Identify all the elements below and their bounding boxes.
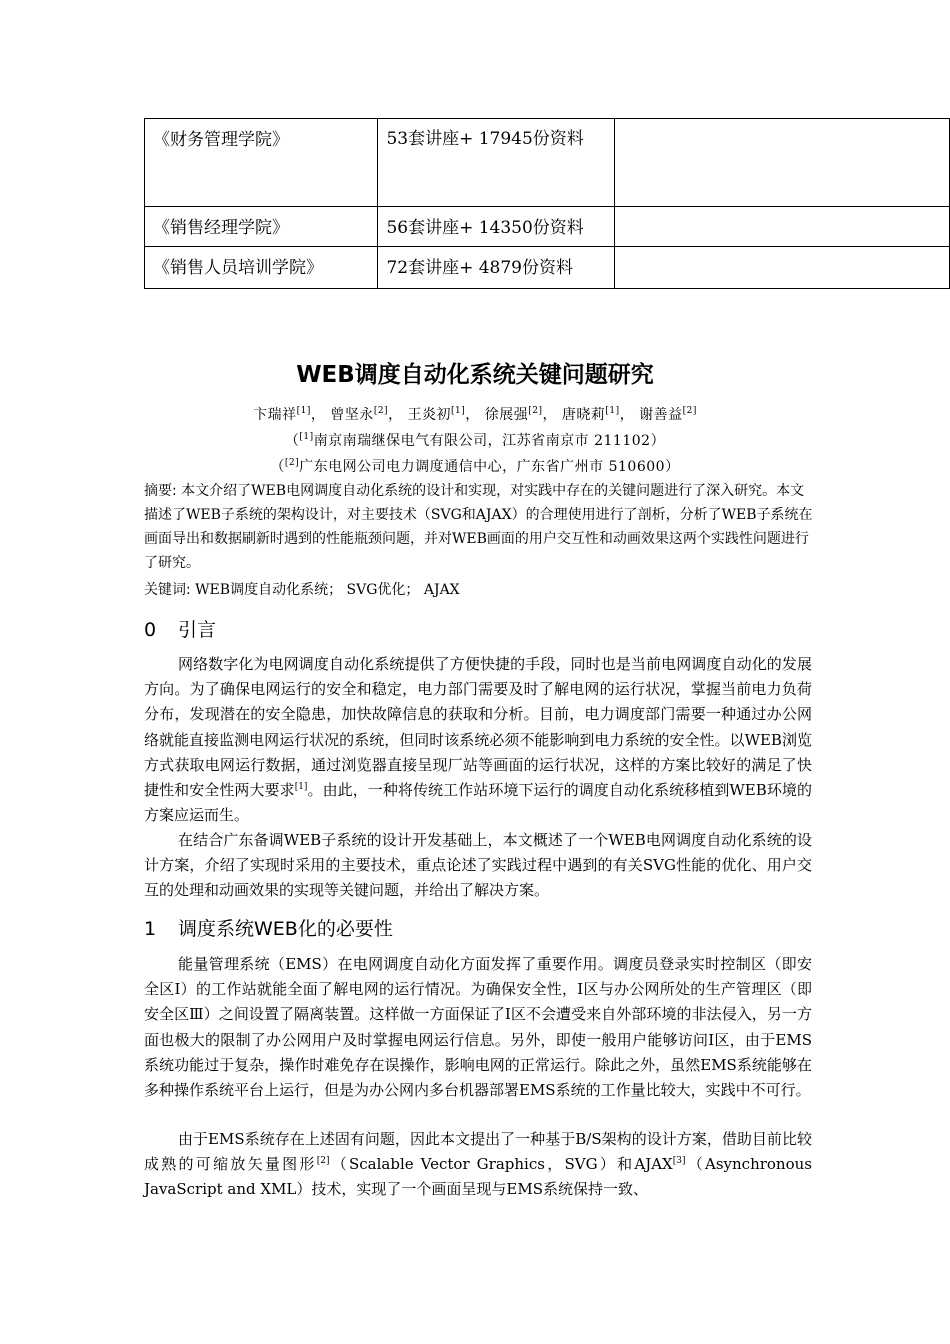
citation: [3] — [672, 1156, 686, 1167]
section-title: 调度系统WEB化的必要性 — [178, 918, 393, 940]
affiliation-ref: [2] — [284, 458, 300, 468]
author-name: 王炎初 — [407, 407, 452, 423]
affiliation-text: 广东电网公司电力调度通信中心，广东省广州市 510600 — [299, 459, 666, 475]
paragraph-text: 在结合广东备调WEB子系统的设计开发基础上，本文概述了一个WEB电网调度自动化系统的设计方案，介绍了实现时采用的主要技术，重点论述了实践过程中遇到的有关SVG性能的优化、用户交互的处理和动画效果的实现等关键问题，并给出了解决方案。 — [144, 831, 812, 900]
paragraph — [144, 1127, 812, 1203]
abstract-text: 本文介绍了WEB电网调度自动化系统的设计和实现，对实践中存在的关键问题进行了深入研究。本文描述了WEB子系统的架构设计，对主要技术（SVG和AJAX）的合理使用进行了剖析，分析了WEB子系统在画面导出和数据刷新时遇到的性能瓶颈问题，并对WEB画面的用户交互性和动画效果这两个实践性问题进行了研究。 — [144, 483, 813, 571]
affiliation-1: （[1]南京南瑞继保电气有限公司，江苏省南京市 211102） — [284, 432, 666, 449]
table-cell-note — [614, 119, 949, 207]
citation: [2] — [316, 1156, 330, 1167]
paragraph-text: 网络数字化为电网调度自动化系统提供了方便快捷的手段，同时也是当前电网调度自动化的发展方向。为了确保电网运行的安全和稳定，电力部门需要及时了解电网的运行状况，掌握当前电力负荷分布，发现潜在的安全隐患，加快故障信息的获取和分析。目前，电力调度部门需要一种通过办公网络就能直接监测电网运行状况的系统，但同时该系统必须不能影响到电力系统的安全性。以WEB浏览方式获取电网运行数据，通过浏览器直接呈现厂站等画面的运行状况，这样的方案比较好的满足了快捷性和安全性两大要求 — [144, 655, 812, 800]
author-name: 曾坚永 — [330, 407, 374, 423]
table-cell-name: 《销售人员培训学院》 — [145, 247, 378, 289]
section-heading-1 — [144, 914, 393, 941]
affiliation-text: 南京南瑞继保电气有限公司，江苏省南京市 211102 — [313, 433, 651, 449]
section-title: 引言 — [178, 619, 217, 641]
citation: [1] — [294, 782, 308, 793]
table-row — [145, 119, 950, 207]
table-cell-name: 《销售经理学院》 — [145, 207, 378, 247]
author-ref: [2] — [682, 406, 697, 416]
paragraph — [144, 652, 812, 828]
affiliation-2: （[2]广东电网公司电力调度通信中心，广东省广州市 510600） — [270, 458, 680, 475]
table-cell-note — [614, 247, 949, 289]
paragraph-text: （Asynchronous JavaScript and XML）技术，实现了一个画面呈现与EMS系统保持一致、 — [144, 1155, 812, 1199]
table-cell-content: 56套讲座+ 14350份资料 — [378, 207, 615, 247]
author-name: 卞瑞祥 — [253, 407, 297, 423]
paragraph-text: （Scalable Vector Graphics，SVG）和AJAX — [329, 1155, 673, 1174]
keywords-label: 关键词: — [144, 582, 191, 598]
section-heading-0 — [144, 615, 216, 642]
paper-title: WEB调度自动化系统关键问题研究 — [296, 362, 654, 388]
author-ref: [2] — [373, 406, 389, 416]
author-ref: [2] — [528, 406, 543, 416]
author-name: 唐晓莉 — [561, 407, 606, 423]
affiliation-ref: [1] — [299, 432, 314, 442]
table-cell-content: 53套讲座+ 17945份资料 — [378, 119, 615, 207]
author-name: 谢善益 — [639, 407, 683, 423]
table-cell-note — [614, 207, 949, 247]
author-ref: [1] — [296, 406, 311, 416]
section-number: 1 — [144, 918, 157, 940]
paragraph-text: 由于EMS系统存在上述固有问题，因此本文提出了一种基于B/S架构的设计方案，借助目前比较成熟的可缩放矢量图形 — [144, 1130, 812, 1174]
resource-table — [144, 118, 950, 289]
keywords-text: WEB调度自动化系统； SVG优化； AJAX — [195, 582, 460, 598]
keywords — [144, 578, 816, 602]
author-ref: [1] — [605, 406, 620, 416]
table-cell-content: 72套讲座+ 4879份资料 — [378, 247, 615, 289]
abstract-label: 摘要: — [144, 483, 177, 499]
paragraph — [144, 828, 812, 904]
section-number: 0 — [144, 619, 157, 641]
author-line: 卞瑞祥[1]， 曾坚永[2]， 王炎初[1]， 徐展强[2]， 唐晓莉[1]， 谢善益[2] — [253, 406, 697, 423]
paragraph-text: 。由此，一种将传统工作站环境下运行的调度自动化系统移植到WEB环境的方案应运而生。 — [144, 781, 812, 825]
author-ref: [1] — [451, 406, 466, 416]
paragraph — [144, 952, 812, 1103]
table-row — [145, 247, 950, 289]
paragraph-text: 能量管理系统（EMS）在电网调度自动化方面发挥了重要作用。调度员登录实时控制区（即安全区Ⅰ）的工作站就能全面了解电网的运行情况。为确保安全性，Ⅰ区与办公网所处的生产管理区（即安全区Ⅲ）之间设置了隔离装置。这样做一方面保证了Ⅰ区不会遭受来自外部环境的非法侵入，另一方面也极大的限制了办公网用户及时掌握电网运行信息。另外，即使一般用户能够访问Ⅰ区，由于EMS系统功能过于复杂，操作时难免存在误操作，影响电网的正常运行。除此之外，虽然EMS系统能够在多种操作系统平台上运行，但是为办公网内多台机器部署EMS系统的工作量比较大，实践中不可行。 — [144, 955, 812, 1100]
table-row — [145, 207, 950, 247]
table-cell-name: 《财务管理学院》 — [145, 119, 378, 207]
author-name: 徐展强 — [484, 407, 529, 423]
abstract — [144, 479, 816, 575]
